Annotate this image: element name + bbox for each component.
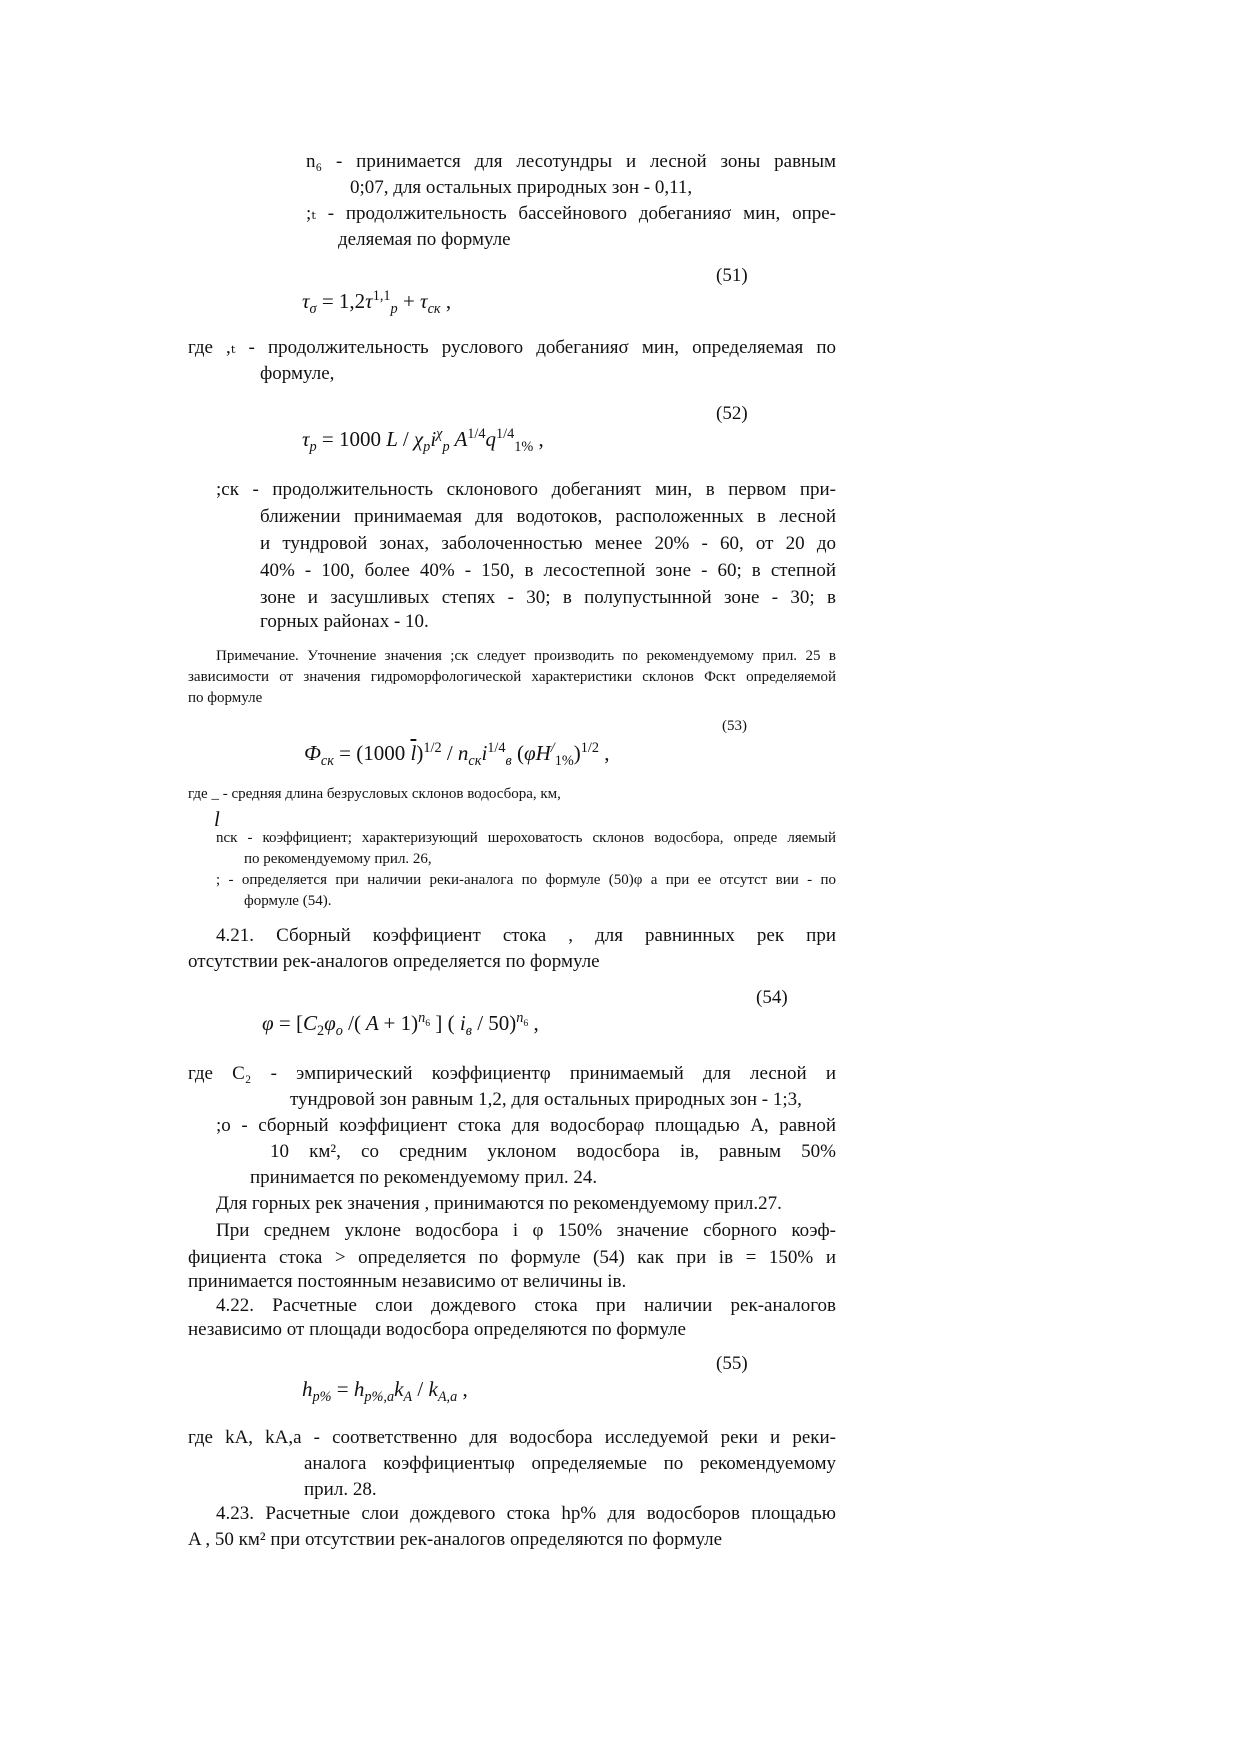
- equation-number: (52): [716, 403, 748, 424]
- text-line: n₆ - принимается для лесотундры и лесной зоны равным: [306, 151, 836, 172]
- text-line: отсутствии рек-аналогов определяется по формуле: [188, 951, 600, 972]
- text-line: формуле (54).: [244, 893, 332, 909]
- formula-51: $\tau_\sigma = 1,2\tau^{1,1}_p + \tau_{ск}$ ,: [302, 288, 452, 318]
- text-line: 40% - 100, более 40% - 150, в лесостепной зоне - 60; в степной: [260, 560, 836, 581]
- text-line: A , 50 км² при отсутствии рек-аналогов определяются по формуле: [188, 1529, 723, 1550]
- text-line: где ,ₜ - продолжительность руслового добеганияσ мин, определяемая по: [188, 337, 836, 358]
- equation-number: (53): [722, 718, 747, 734]
- text-line: При среднем уклоне водосбора i φ 150% значение сборного коэф-: [216, 1220, 836, 1241]
- text-line: 4.21. Сборный коэффициент стока , для равнинных рек при: [216, 925, 836, 946]
- text-line: принимается постоянным независимо от величины iв.: [188, 1271, 627, 1292]
- text-line: где _ - средняя длина безрусловых склонов водосбора, км,: [188, 786, 561, 802]
- formula-53: $Ф_{ск} = (1000$ $\overline{l})^{1/2} / n_{ск}i^{1/4}_в$ $(\varphi H^/_{1\%})^{1/2}$ ,: [304, 740, 610, 770]
- equation-number: (51): [716, 265, 748, 286]
- text-line: по рекомендуемому прил. 26,: [244, 851, 432, 867]
- text-line: принимается по рекомендуемому прил. 24.: [250, 1167, 598, 1188]
- text-line: зоне и засушливых степях - 30; в полупустынной зоне - 30; в: [260, 587, 836, 608]
- text-line: независимо от площади водосбора определяются по формуле: [188, 1319, 686, 1340]
- text-line: 4.22. Расчетные слои дождевого стока при наличии рек-аналогов: [216, 1295, 836, 1316]
- text-line: прил. 28.: [304, 1479, 377, 1500]
- text-line: деляемая по формуле: [338, 229, 511, 250]
- text-line: ;ₜ - продолжительность бассейнового добеганияσ мин, опре-: [306, 203, 836, 224]
- text-line: фициента стока > определяется по формуле (54) как при iв = 150% и: [188, 1247, 836, 1268]
- text-line: формуле,: [260, 363, 335, 384]
- note-line: по формуле: [188, 690, 263, 706]
- formula-52: $\tau_p = 1000$ L / $\chi_pi^\chi_p$ $A^{1/4}q^{1/4}_{1\%}$ ,: [302, 426, 544, 456]
- equation-number: (54): [756, 987, 788, 1008]
- text-line: ; - определяется при наличии реки-аналога по формуле (50)φ а при ее отсутст вии - по: [216, 872, 836, 888]
- text-line: тундровой зон равным 1,2, для остальных природных зон - 1;3,: [290, 1089, 802, 1110]
- text-line: ближении принимаемая для водотоков, расположенных в лесной: [260, 506, 836, 527]
- text-line: 10 км², со средним уклоном водосбора iв, равным 50%: [270, 1141, 836, 1162]
- equation-number: (55): [716, 1353, 748, 1374]
- l-bar-symbol: l: [214, 807, 220, 831]
- formula-54: $\varphi = [C_2\varphi_o$ /( A + 1)$^{n_6}$ ] ( $i_в / 50)^{n_6}$ ,: [262, 1010, 539, 1040]
- note-line: зависимости от значения гидроморфологической характеристики склонов Фскτ определяемой: [188, 669, 836, 685]
- text-line: 4.23. Расчетные слои дождевого стока hp% для водосборов площадью: [216, 1503, 836, 1524]
- text-line: где C₂ - эмпирический коэффициентφ принимаемый для лесной и: [188, 1063, 836, 1084]
- text-line: горных районах - 10.: [260, 611, 429, 632]
- text-line: ;ск - продолжительность склонового добеганияτ мин, в первом при-: [216, 479, 836, 500]
- text-line: Для горных рек значения , принимаются по рекомендуемому прил.27.: [216, 1193, 782, 1214]
- text-line: nск - коэффициент; характеризующий шероховатость склонов водосбора, опреде ляемый: [216, 830, 836, 846]
- formula-55: $h_{p\%} = h_{p\%,a}k_A / k_{A,a}$ ,: [302, 1377, 468, 1406]
- text-line: и тундровой зонах, заболоченностью менее 20% - 60, от 20 до: [260, 533, 836, 554]
- text-line: ;о - сборный коэффициент стока для водосбораφ площадью A, равной: [216, 1115, 836, 1136]
- text-line: 0;07, для остальных природных зон - 0,11,: [350, 177, 693, 198]
- text-line: где kA, kA,a - соответственно для водосбора исследуемой реки и реки-: [188, 1427, 836, 1448]
- text-line: аналога коэффициентыφ определяемые по рекомендуемому: [304, 1453, 836, 1474]
- note-line: Примечание. Уточнение значения ;ск следует производить по рекомендуемому прил. 25 в: [216, 648, 836, 664]
